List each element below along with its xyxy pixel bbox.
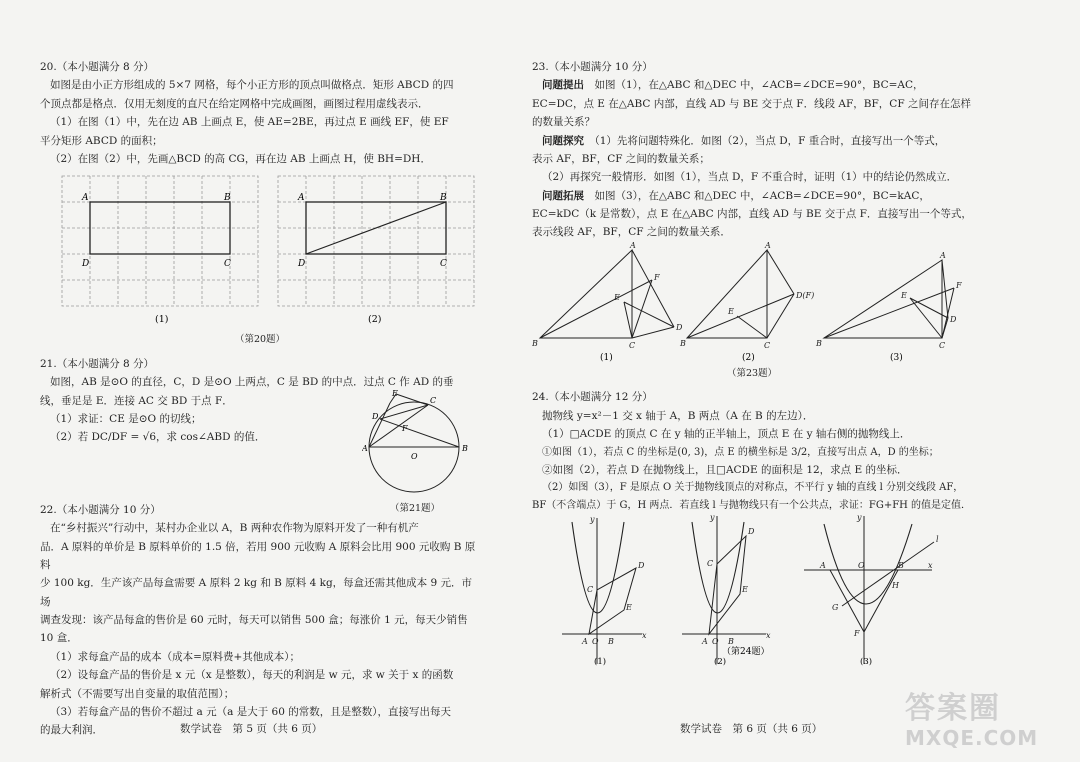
q23f2-c: C bbox=[764, 340, 771, 350]
q23f2-a: A bbox=[765, 241, 771, 250]
q24f3-b: B bbox=[898, 561, 904, 571]
q21-heading: 21.（本小题满分 8 分） bbox=[40, 357, 155, 370]
q24f1-a: A bbox=[582, 637, 588, 647]
q23-fig3-label: (3) bbox=[890, 352, 903, 363]
q21-label-e: E bbox=[392, 388, 398, 398]
q21-caption: （第21题） bbox=[389, 502, 441, 514]
q24f1-c: C bbox=[587, 585, 594, 595]
q23-tag-extend: 问题拓展 bbox=[542, 189, 584, 202]
q23f1-e: E bbox=[614, 292, 620, 302]
q22-line9: （3）若每盒产品的售价不超过 a 元（a 是大于 60 的常数，且是整数），直接写出每天 bbox=[50, 705, 451, 718]
q20b-label-c: C bbox=[440, 259, 447, 270]
q23-line3: 的数量关系？ bbox=[532, 116, 595, 129]
q23-fig-2 bbox=[687, 250, 794, 338]
q23f3-a: A bbox=[940, 250, 946, 260]
q21-label-d: D bbox=[372, 411, 379, 421]
watermark-bottom-text: MXQE.COM bbox=[905, 726, 1039, 750]
q20b-label-b: B bbox=[440, 193, 447, 204]
q22-line6: （1）求每盒产品的成本（成本=原料费+其他成本）； bbox=[50, 650, 301, 663]
q20-grid-1 bbox=[62, 176, 258, 306]
q22-line8: 解析式（不需要写出自变量的取值范围）； bbox=[40, 687, 235, 700]
q24f3-l: l bbox=[936, 535, 939, 545]
q20-line4: 平分矩形 ABCD 的面积； bbox=[40, 134, 163, 147]
q21-line3: （1）求证：CE 是⊙O 的切线； bbox=[50, 413, 202, 425]
q24f1-o: O bbox=[592, 637, 599, 647]
q23f1-d: D bbox=[676, 322, 683, 332]
q20-fig2-label: (2) bbox=[368, 314, 382, 326]
watermark-logo bbox=[905, 692, 1075, 754]
q23-fig2-label: (2) bbox=[742, 352, 755, 363]
q24f3-y: y bbox=[857, 514, 862, 523]
q24f2-d: D bbox=[748, 527, 755, 537]
q24-fig-1 bbox=[562, 515, 647, 667]
q20-heading: 20.（本小题满分 8 分） bbox=[40, 61, 155, 73]
q22-line5: 10 盒． bbox=[40, 632, 78, 645]
q24f3-x: x bbox=[928, 561, 933, 571]
q20-label-c: C bbox=[224, 259, 231, 270]
q23-fig-1 bbox=[540, 250, 674, 338]
q24-line4: ②如图（2），若点 D 在抛物线上，且□ACDE 的面积是 12，求点 E 的坐标． bbox=[542, 464, 908, 476]
q24f3-o: O bbox=[858, 561, 865, 571]
q24-caption: （第24题） bbox=[722, 647, 770, 658]
q24-heading: 24.（本小题满分 12 分） bbox=[532, 391, 653, 404]
q23f2-e: E bbox=[728, 306, 734, 316]
left-footer: 数学试卷 第 5 页（共 6 页） bbox=[180, 723, 323, 735]
q23-line4: （1）先将问题特殊化．如图（2），当点 D，F 重合时，直接写出一个等式， bbox=[594, 134, 946, 147]
q22-heading: 22.（本小题满分 10 分） bbox=[40, 503, 161, 516]
q23f3-d: D bbox=[950, 314, 957, 324]
q21-label-f: F bbox=[402, 423, 408, 433]
q24-line3: ①如图（1），若点 C 的坐标是(0, 3)，点 E 的横坐标是 3/2，直接写出点 A，D 的坐标； bbox=[542, 446, 939, 458]
q20-label-a: A bbox=[82, 193, 89, 204]
q21-label-c: C bbox=[430, 395, 437, 405]
q24f2-o: O bbox=[712, 637, 719, 647]
q23-line1: 如图（1），在△ABC 和△DEC 中，∠ACB=∠DCE=90°，BC=AC， bbox=[584, 79, 924, 92]
q24f2-e: E bbox=[742, 585, 748, 595]
left-page bbox=[40, 52, 480, 740]
q23-line9: 表示线段 AF，BF，CF 之间的数量关系． bbox=[532, 226, 731, 239]
q22-line2: 品．A 原料的单价是 B 原料单价的 1.5 倍，若用 900 元收购 A 原料会比用 900 元收购 B 原料 bbox=[40, 540, 476, 571]
q24f2-a: A bbox=[702, 637, 708, 647]
q24f3-g: G bbox=[832, 603, 839, 613]
q24f1-b: B bbox=[608, 637, 614, 647]
q24-block bbox=[532, 388, 972, 674]
q23-block bbox=[532, 58, 972, 382]
q20-line1: 如图是由小正方形组成的 5×7 网格，每个小正方形的顶点叫做格点．矩形 ABCD 的四 bbox=[50, 79, 454, 92]
q20b-label-d: D bbox=[298, 259, 306, 270]
q23f1-a: A bbox=[630, 241, 636, 250]
q24f2-y: y bbox=[710, 514, 715, 523]
q23-line8: EC=kDC（k 是常数），点 E 在△ABC 内部，直线 AD 与 BE 交于点 F．直接写出一个等式， bbox=[532, 208, 972, 220]
q21-label-a: A bbox=[362, 443, 368, 453]
q21-circle-figure bbox=[362, 389, 472, 501]
q23f1-f: F bbox=[654, 272, 660, 282]
right-footer: 数学试卷 第 6 页（共 6 页） bbox=[680, 723, 823, 735]
q23f3-e: E bbox=[901, 290, 907, 300]
q23-fig-3 bbox=[824, 260, 954, 338]
q21-line4: （2）若 DC/DF = √6，求 cos∠ABD 的值． bbox=[50, 431, 266, 444]
q23-fig1-label: (1) bbox=[600, 352, 613, 363]
q20-block bbox=[40, 58, 480, 349]
q22-line7: （2）设每盒产品的售价是 x 元（x 是整数），每天的利润是 w 元，求 w 关于 x 的函数 bbox=[50, 669, 454, 682]
q23f1-b: B bbox=[532, 338, 538, 348]
q24f1-x: x bbox=[642, 631, 647, 641]
q24-fig-2 bbox=[682, 514, 771, 667]
q24f2-x: x bbox=[766, 631, 771, 641]
q23f3-f: F bbox=[956, 280, 962, 290]
q24-fig1-label: (1) bbox=[594, 657, 607, 668]
q23-tag-problem: 问题提出 bbox=[542, 79, 584, 92]
q23-caption: （第23题） bbox=[726, 367, 778, 379]
q24f2-b: B bbox=[728, 637, 734, 647]
q24f3-h: H bbox=[892, 581, 899, 591]
q23-line6: （2）再探究一般情形．如图（1），当点 D，F 不重合时，证明（1）中的结论仍然成立． bbox=[542, 171, 958, 184]
q22-line4: 调查发现：该产品每盒的售价是 60 元时，每天可以销售 500 盒；每涨价 1 元，每天少销售 bbox=[40, 614, 468, 626]
q20-grid-2 bbox=[278, 176, 474, 306]
q24f3-a: A bbox=[820, 561, 826, 571]
q20-fig1-label: (1) bbox=[155, 314, 169, 326]
q24-line1: 抛物线 y=x²－1 交 x 轴于 A，B 两点（A 在 B 的左边）． bbox=[542, 409, 814, 422]
q23-heading: 23.（本小题满分 10 分） bbox=[532, 61, 653, 73]
right-page bbox=[532, 52, 972, 674]
q24-figures bbox=[532, 514, 972, 674]
q23-line7: 如图（3），在△ABC 和△DEC 中，∠ACB=∠DCE=90°，BC=kAC， bbox=[584, 189, 930, 202]
q24-fig3-label: (3) bbox=[860, 657, 873, 668]
q20-line5: （2）在图（2）中，先画△BCD 的高 CG，再在边 AB 上画点 H，使 BH=DH． bbox=[50, 152, 431, 165]
q23f2-df: D(F) bbox=[796, 290, 815, 300]
q21-label-o: O bbox=[411, 451, 418, 461]
q23-line5: 表示 AF，BF，CF 之间的数量关系； bbox=[532, 152, 710, 165]
q20b-label-a: A bbox=[298, 193, 305, 204]
q23-figures bbox=[532, 242, 972, 364]
q24f3-f: F bbox=[854, 629, 860, 639]
q24f1-e: E bbox=[626, 603, 632, 613]
q22-block bbox=[40, 501, 480, 740]
q20-line3: （1）在图（1）中，先在边 AB 上画点 E，使 AE=2BE，再过点 E 画线 EF，使 EF bbox=[50, 116, 449, 129]
q21-label-b: B bbox=[462, 443, 468, 453]
q24-line6: BF（不含端点）于 G，H 两点．若直线 l 与抛物线只有一个公共点，求证：FG+FH 的值是定值． bbox=[532, 499, 972, 511]
q24f1-d: D bbox=[638, 561, 645, 571]
q22-line3: 少 100 kg．生产该产品每盒需要 A 原料 2 kg 和 B 原料 4 kg，每盒还需其他成本 9 元．市场 bbox=[40, 577, 473, 608]
q22-line10: 的最大利润． bbox=[40, 724, 103, 737]
q20-grid-figures bbox=[40, 168, 480, 330]
q23f3-c: C bbox=[939, 340, 946, 350]
q24f2-c: C bbox=[707, 559, 714, 569]
q23-tag-explore: 问题探究 bbox=[542, 134, 584, 147]
q24-line5: （2）如图（3），F 是原点 O 关于抛物线顶点的对称点，不平行 y 轴的直线 l 分别交线段 AF， bbox=[542, 482, 964, 494]
q23f3-b: B bbox=[816, 338, 822, 348]
q24-line2: （1）□ACDE 的顶点 C 在 y 轴的正半轴上，顶点 E 在 y 轴右侧的抛物线上． bbox=[542, 428, 911, 441]
watermark-top-text: 答案圈 bbox=[905, 691, 1001, 726]
q24-fig-3 bbox=[804, 514, 939, 667]
q20-line2: 个顶点都是格点．仅用无刻度的直尺在给定网格中完成画图，画图过程用虚线表示． bbox=[40, 97, 429, 110]
q24-fig2-label: (2) bbox=[714, 657, 727, 668]
q23f2-b: B bbox=[680, 338, 686, 348]
q23f1-c: C bbox=[629, 340, 636, 350]
q20-caption: （第20题） bbox=[234, 334, 286, 346]
q20-label-d: D bbox=[82, 259, 90, 270]
q24f1-y: y bbox=[590, 515, 595, 525]
q21-line1: 如图，AB 是⊙O 的直径，C，D 是⊙O 上两点，C 是 BD 的中点．过点 C 作 AD 的垂 bbox=[50, 376, 454, 389]
q20-label-b: B bbox=[224, 193, 231, 204]
q21-line2: 线，垂足是 E．连接 AC 交 BD 于点 F． bbox=[40, 394, 233, 407]
q22-line1: 在“乡村振兴”行动中，某村办企业以 A，B 两种农作物为原料开发了一种有机产 bbox=[50, 522, 419, 535]
q23-line2: EC=DC，点 E 在△ABC 内部，直线 AD 与 BE 交于点 F．线段 AF，BF，CF 之间存在怎样 bbox=[532, 97, 971, 110]
